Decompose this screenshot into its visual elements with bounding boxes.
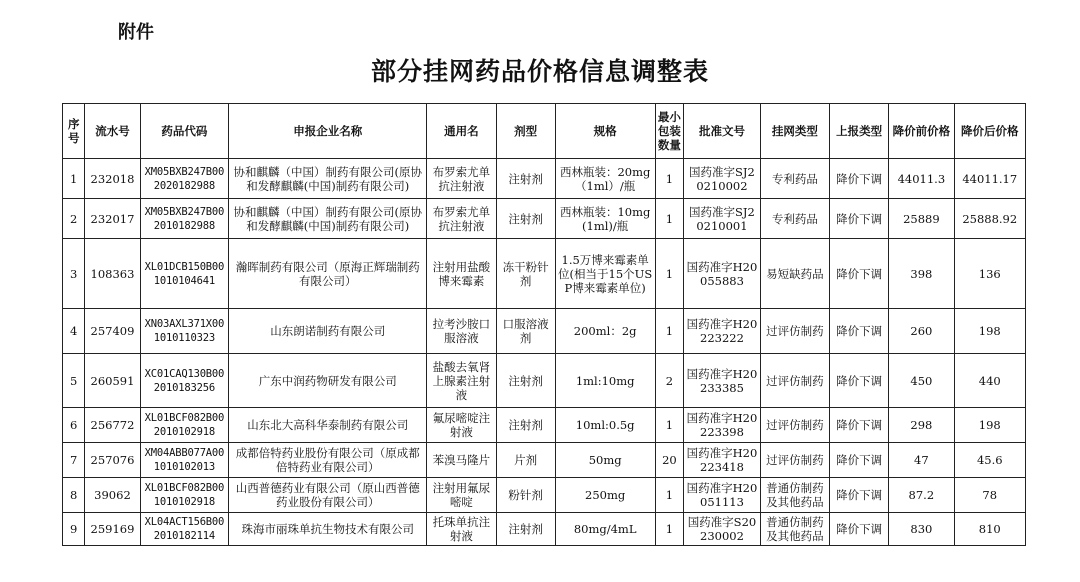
cell-report-type: 降价下调 xyxy=(830,199,889,239)
cell-min-pack: 1 xyxy=(655,239,684,309)
cell-company: 成都倍特药业股份有限公司（原成都倍特药业有限公司） xyxy=(229,443,427,478)
cell-listing-type: 普通仿制药及其他药品 xyxy=(760,513,829,546)
cell-listing-type: 过评仿制药 xyxy=(760,309,829,354)
cell-serial: 256772 xyxy=(85,408,140,443)
cell-listing-type: 易短缺药品 xyxy=(760,239,829,309)
cell-approval: 国药准字H20223222 xyxy=(684,309,761,354)
attachment-label: 附件 xyxy=(118,22,154,43)
cell-min-pack: 1 xyxy=(655,408,684,443)
cell-form: 注射剂 xyxy=(496,354,555,408)
cell-price-after: 198 xyxy=(954,309,1026,354)
cell-code: XL01BCF082B001010102918 xyxy=(140,478,229,513)
cell-seq: 4 xyxy=(63,309,85,354)
cell-price-after: 136 xyxy=(954,239,1026,309)
cell-generic: 氟尿嘧啶注射液 xyxy=(427,408,496,443)
cell-report-type: 降价下调 xyxy=(830,443,889,478)
cell-spec: 80mg/4mL xyxy=(555,513,655,546)
cell-seq: 7 xyxy=(63,443,85,478)
cell-spec: 西林瓶装：10mg(1ml)/瓶 xyxy=(555,199,655,239)
table-row xyxy=(63,443,1026,478)
cell-approval: 国药准字H20223418 xyxy=(684,443,761,478)
cell-company: 珠海市丽珠单抗生物技术有限公司 xyxy=(229,513,427,546)
cell-price-before: 87.2 xyxy=(889,478,954,513)
table-row xyxy=(63,478,1026,513)
cell-min-pack: 2 xyxy=(655,354,684,408)
cell-approval: 国药准字H20055883 xyxy=(684,239,761,309)
cell-approval: 国药准字SJ20210001 xyxy=(684,199,761,239)
cell-report-type: 降价下调 xyxy=(830,159,889,199)
cell-listing-type: 专利药品 xyxy=(760,199,829,239)
cell-company: 山东北大高科华泰制药有限公司 xyxy=(229,408,427,443)
cell-company: 协和麒麟（中国）制药有限公司(原协和发酵麒麟(中国)制药有限公司) xyxy=(229,199,427,239)
cell-seq: 3 xyxy=(63,239,85,309)
cell-company: 广东中润药物研发有限公司 xyxy=(229,354,427,408)
cell-code: XL01DCB150B001010104641 xyxy=(140,239,229,309)
cell-generic: 注射用氟尿嘧啶 xyxy=(427,478,496,513)
table-header-row xyxy=(63,104,1026,159)
cell-approval: 国药准字H20223398 xyxy=(684,408,761,443)
header-price-after: 降价后价格 xyxy=(954,104,1026,159)
table-row xyxy=(63,159,1026,199)
cell-company: 山西普德药业有限公司（原山西普德药业股份有限公司） xyxy=(229,478,427,513)
page-title: 部分挂网药品价格信息调整表 xyxy=(370,57,709,86)
cell-form: 冻干粉针剂 xyxy=(496,239,555,309)
cell-price-after: 78 xyxy=(954,478,1026,513)
cell-seq: 1 xyxy=(63,159,85,199)
cell-code: XL04ACT156B002010182114 xyxy=(140,513,229,546)
cell-price-after: 25888.92 xyxy=(954,199,1026,239)
cell-price-before: 298 xyxy=(889,408,954,443)
table-row xyxy=(63,354,1026,408)
cell-code: XM05BXB247B002010182988 xyxy=(140,199,229,239)
cell-price-after: 810 xyxy=(954,513,1026,546)
cell-serial: 259169 xyxy=(85,513,140,546)
cell-serial: 39062 xyxy=(85,478,140,513)
header-spec: 规格 xyxy=(555,104,655,159)
price-adjustment-table xyxy=(62,103,1026,546)
cell-report-type: 降价下调 xyxy=(830,354,889,408)
header-min-pack: 最小包装数量 xyxy=(655,104,684,159)
cell-generic: 盐酸去氧肾上腺素注射液 xyxy=(427,354,496,408)
cell-price-before: 47 xyxy=(889,443,954,478)
cell-approval: 国药准字H20051113 xyxy=(684,478,761,513)
cell-report-type: 降价下调 xyxy=(830,408,889,443)
cell-seq: 8 xyxy=(63,478,85,513)
cell-price-before: 398 xyxy=(889,239,954,309)
cell-price-after: 44011.17 xyxy=(954,159,1026,199)
header-price-before: 降价前价格 xyxy=(889,104,954,159)
cell-form: 粉针剂 xyxy=(496,478,555,513)
header-listing-type: 挂网类型 xyxy=(760,104,829,159)
cell-generic: 苯溴马隆片 xyxy=(427,443,496,478)
cell-price-before: 260 xyxy=(889,309,954,354)
header-report-type: 上报类型 xyxy=(830,104,889,159)
header-seq: 序号 xyxy=(63,104,85,159)
cell-spec: 1ml:10mg xyxy=(555,354,655,408)
cell-code: XN03AXL371X001010110323 xyxy=(140,309,229,354)
cell-generic: 布罗索尤单抗注射液 xyxy=(427,199,496,239)
cell-generic: 布罗索尤单抗注射液 xyxy=(427,159,496,199)
cell-listing-type: 专利药品 xyxy=(760,159,829,199)
cell-seq: 9 xyxy=(63,513,85,546)
cell-form: 注射剂 xyxy=(496,199,555,239)
cell-min-pack: 1 xyxy=(655,478,684,513)
cell-code: XM04ABB077A001010102013 xyxy=(140,443,229,478)
header-company: 申报企业名称 xyxy=(229,104,427,159)
cell-listing-type: 过评仿制药 xyxy=(760,408,829,443)
cell-form: 注射剂 xyxy=(496,513,555,546)
cell-spec: 200ml：2g xyxy=(555,309,655,354)
table-row xyxy=(63,309,1026,354)
cell-min-pack: 20 xyxy=(655,443,684,478)
cell-price-before: 25889 xyxy=(889,199,954,239)
cell-form: 片剂 xyxy=(496,443,555,478)
cell-min-pack: 1 xyxy=(655,309,684,354)
table-row xyxy=(63,239,1026,309)
table-row xyxy=(63,199,1026,239)
cell-company: 瀚晖制药有限公司（原海正辉瑞制药有限公司） xyxy=(229,239,427,309)
cell-price-after: 440 xyxy=(954,354,1026,408)
cell-report-type: 降价下调 xyxy=(830,478,889,513)
table-row xyxy=(63,513,1026,546)
cell-seq: 2 xyxy=(63,199,85,239)
cell-serial: 232017 xyxy=(85,199,140,239)
cell-serial: 260591 xyxy=(85,354,140,408)
cell-seq: 5 xyxy=(63,354,85,408)
cell-serial: 257409 xyxy=(85,309,140,354)
cell-serial: 108363 xyxy=(85,239,140,309)
cell-generic: 拉考沙胺口服溶液 xyxy=(427,309,496,354)
cell-price-before: 830 xyxy=(889,513,954,546)
cell-listing-type: 过评仿制药 xyxy=(760,354,829,408)
cell-price-before: 450 xyxy=(889,354,954,408)
cell-min-pack: 1 xyxy=(655,159,684,199)
cell-form: 口服溶液剂 xyxy=(496,309,555,354)
header-code: 药品代码 xyxy=(140,104,229,159)
cell-price-before: 44011.3 xyxy=(889,159,954,199)
cell-serial: 232018 xyxy=(85,159,140,199)
cell-spec: 10ml:0.5g xyxy=(555,408,655,443)
cell-approval: 国药准字SJ20210002 xyxy=(684,159,761,199)
header-form: 剂型 xyxy=(496,104,555,159)
cell-listing-type: 普通仿制药及其他药品 xyxy=(760,478,829,513)
cell-code: XC01CAQ130B002010183256 xyxy=(140,354,229,408)
cell-form: 注射剂 xyxy=(496,159,555,199)
cell-price-after: 198 xyxy=(954,408,1026,443)
cell-approval: 国药准字H20233385 xyxy=(684,354,761,408)
header-serial: 流水号 xyxy=(85,104,140,159)
cell-code: XM05BXB247B002020182988 xyxy=(140,159,229,199)
cell-price-after: 45.6 xyxy=(954,443,1026,478)
cell-code: XL01BCF082B002010102918 xyxy=(140,408,229,443)
cell-serial: 257076 xyxy=(85,443,140,478)
header-generic: 通用名 xyxy=(427,104,496,159)
cell-seq: 6 xyxy=(63,408,85,443)
cell-company: 山东朗诺制药有限公司 xyxy=(229,309,427,354)
cell-form: 注射剂 xyxy=(496,408,555,443)
cell-generic: 托珠单抗注射液 xyxy=(427,513,496,546)
header-approval: 批准文号 xyxy=(684,104,761,159)
cell-spec: 250mg xyxy=(555,478,655,513)
cell-spec: 50mg xyxy=(555,443,655,478)
cell-company: 协和麒麟（中国）制药有限公司(原协和发酵麒麟(中国)制药有限公司) xyxy=(229,159,427,199)
cell-min-pack: 1 xyxy=(655,513,684,546)
cell-spec: 1.5万博来霉素单位(相当于15个USP博来霉素单位) xyxy=(555,239,655,309)
cell-listing-type: 过评仿制药 xyxy=(760,443,829,478)
cell-spec: 西林瓶装：20mg（1ml）/瓶 xyxy=(555,159,655,199)
cell-report-type: 降价下调 xyxy=(830,309,889,354)
cell-min-pack: 1 xyxy=(655,199,684,239)
cell-report-type: 降价下调 xyxy=(830,239,889,309)
table-row xyxy=(63,408,1026,443)
cell-approval: 国药准字S20230002 xyxy=(684,513,761,546)
cell-generic: 注射用盐酸博来霉素 xyxy=(427,239,496,309)
cell-report-type: 降价下调 xyxy=(830,513,889,546)
